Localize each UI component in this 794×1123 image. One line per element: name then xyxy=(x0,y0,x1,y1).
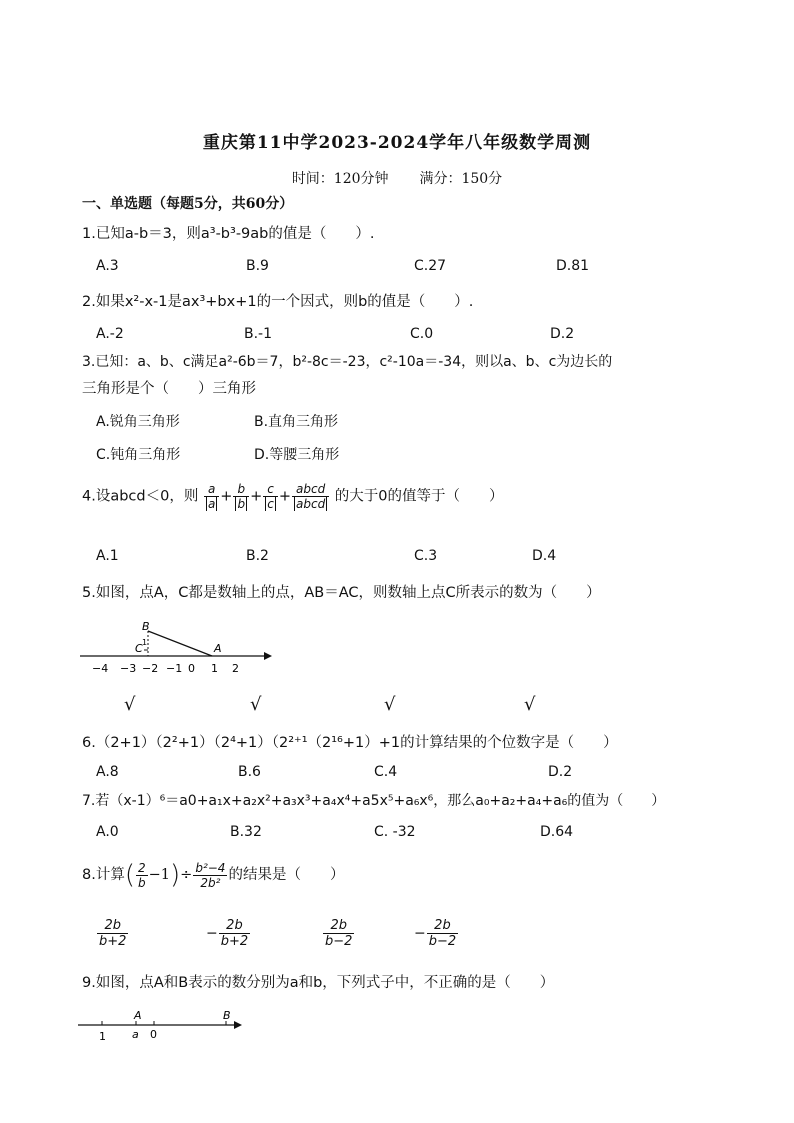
q4-prefix: 4.设abcd＜0，则 xyxy=(82,488,199,505)
question-1-text: 1.已知a-b＝3，则a³-b³-9ab的值是（ ）. xyxy=(82,226,375,242)
q8-prefix: 8.计算 xyxy=(82,867,125,883)
plus-sign: + xyxy=(220,488,233,505)
q7-option-c: C. -32 xyxy=(374,824,416,840)
question-5-text: 5.如图，点A，C都是数轴上的点，AB＝AC，则数轴上点C所表示的数为（ ） xyxy=(82,585,601,601)
q8-option-a: $\frac{2b}{b+2}$ xyxy=(99,918,127,949)
right-paren: ) xyxy=(170,860,181,890)
question-9-text: 9.如图，点A和B表示的数分别为a和b，下列式子中，不正确的是（ ） xyxy=(82,975,555,991)
divide-sign: ÷ xyxy=(180,867,193,883)
question-8 xyxy=(82,860,344,890)
q8-fraction-b2-4-over-2b2: $\frac{\text{b²−4}}{\text{2b²}}$ xyxy=(195,860,226,890)
label-small-a: a xyxy=(132,1028,139,1041)
question-6-text: 6.（2+1）（2²+1）（2⁴+1）（2²⁺¹（2¹⁶+1）+1的计算结果的个位数字是（ ） xyxy=(82,735,618,751)
left-paren: ( xyxy=(124,860,135,890)
question-2-text: 2.如果x²-x-1是ax³+bx+1的一个因式，则b的值是（ ）. xyxy=(82,294,474,310)
q4-option-c: C.3 xyxy=(414,548,438,564)
label-zero: 0 xyxy=(150,1028,157,1041)
exam-title: 重庆第11中学2023-2024学年八年级数学周测 xyxy=(202,133,592,153)
q8-suffix: 的结果是（ ） xyxy=(228,867,345,883)
q2-option-c: C.0 xyxy=(410,326,434,342)
q5-number-line-figure xyxy=(78,618,278,680)
q7-option-b: B.32 xyxy=(230,824,262,840)
q5-option-b-sqrt: √ xyxy=(250,694,262,715)
q1-option-b: B.9 xyxy=(246,258,269,274)
label-one-mark: 1 xyxy=(142,638,148,647)
axis-arrow xyxy=(234,1021,242,1029)
exam-meta xyxy=(0,168,794,188)
q8-option-d: − $\frac{2b}{b-2}$ xyxy=(414,918,457,949)
section-heading: 一、单选题（每题5分，共60分） xyxy=(82,196,294,212)
tick-2: 2 xyxy=(232,662,239,675)
plus-sign: + xyxy=(250,488,263,505)
q5-option-d-sqrt: √ xyxy=(524,694,536,715)
tick-1: 1 xyxy=(211,662,218,675)
q4-option-a: A.1 xyxy=(96,548,119,564)
plus-sign: + xyxy=(278,488,291,505)
q2-option-b: B.-1 xyxy=(244,326,273,342)
q4-fraction-abcd: $\frac{\text{abcd}}{\text{abcd}}$ xyxy=(292,482,329,511)
q2-option-d: D.2 xyxy=(550,326,575,342)
q3-option-b: B.直角三角形 xyxy=(254,414,339,430)
tick-minus-1: −1 xyxy=(166,662,183,675)
label-c: C xyxy=(135,642,143,655)
q4-option-d: D.4 xyxy=(532,548,557,564)
question-4 xyxy=(82,482,504,511)
q5-option-c-sqrt: √ xyxy=(384,694,396,715)
label-a: A xyxy=(214,642,222,655)
q8-fraction-2-over-b: $\frac{2}{b}$ xyxy=(138,860,146,890)
q8-option-c: $\frac{2b}{b-2}$ xyxy=(325,918,353,949)
segment-ab xyxy=(148,631,212,656)
label-one: 1 xyxy=(99,1030,106,1043)
question-3-line1: 3.已知：a、b、c满足a²-6b＝7，b²-8c＝-23，c²-10a＝-34，则以a、b、c为边长的 xyxy=(82,354,613,370)
question-7-text: 7.若（x-1）⁶＝a0+a₁x+a₂x²+a₃x³+a₄x⁴+a5x⁵+a₆x⁶，那么a₀+a₂+a₄+a₆的值为（ ） xyxy=(82,793,666,809)
q5-option-a-sqrt: √ xyxy=(124,694,136,715)
q3-option-c: C.钝角三角形 xyxy=(96,447,181,463)
q7-option-a: A.0 xyxy=(96,824,119,840)
axis-arrow xyxy=(264,652,272,660)
q4-suffix: 的大于0的值等于（ ） xyxy=(334,488,504,505)
label-b: B xyxy=(142,620,150,633)
tick-minus-4: −4 xyxy=(92,662,109,675)
q8-minus-one: −1 xyxy=(148,867,171,883)
q4-option-b: B.2 xyxy=(246,548,269,564)
q7-option-d: D.64 xyxy=(540,824,574,840)
q8-option-b: − $\frac{2b}{b+2}$ xyxy=(206,918,249,949)
q6-option-b: B.6 xyxy=(238,764,261,780)
time-label: 时间：120分钟 xyxy=(291,171,389,187)
label-a: A xyxy=(134,1009,142,1022)
q1-option-c: C.27 xyxy=(414,258,447,274)
tick-0: 0 xyxy=(188,662,195,675)
q1-option-d: D.81 xyxy=(556,258,590,274)
q2-option-a: A.-2 xyxy=(96,326,124,342)
tick-minus-2: −2 xyxy=(142,662,159,675)
q1-option-a: A.3 xyxy=(96,258,119,274)
score-label: 满分：150分 xyxy=(419,171,503,187)
q3-option-d: D.等腰三角形 xyxy=(254,447,340,463)
tick-minus-3: −3 xyxy=(120,662,137,675)
question-3-line2: 三角形是个（ ）三角形 xyxy=(82,381,256,397)
label-b: B xyxy=(223,1009,231,1022)
q4-fraction-b: $\frac{b}{b}$ xyxy=(233,482,249,511)
q6-option-a: A.8 xyxy=(96,764,119,780)
q6-option-c: C.4 xyxy=(374,764,398,780)
q9-number-line-figure xyxy=(76,1006,248,1046)
q6-option-d: D.2 xyxy=(548,764,573,780)
q4-fraction-a: $\frac{a}{a}$ xyxy=(204,482,219,511)
q3-option-a: A.锐角三角形 xyxy=(96,414,180,430)
q4-fraction-c: $\frac{c}{c}$ xyxy=(263,482,278,511)
